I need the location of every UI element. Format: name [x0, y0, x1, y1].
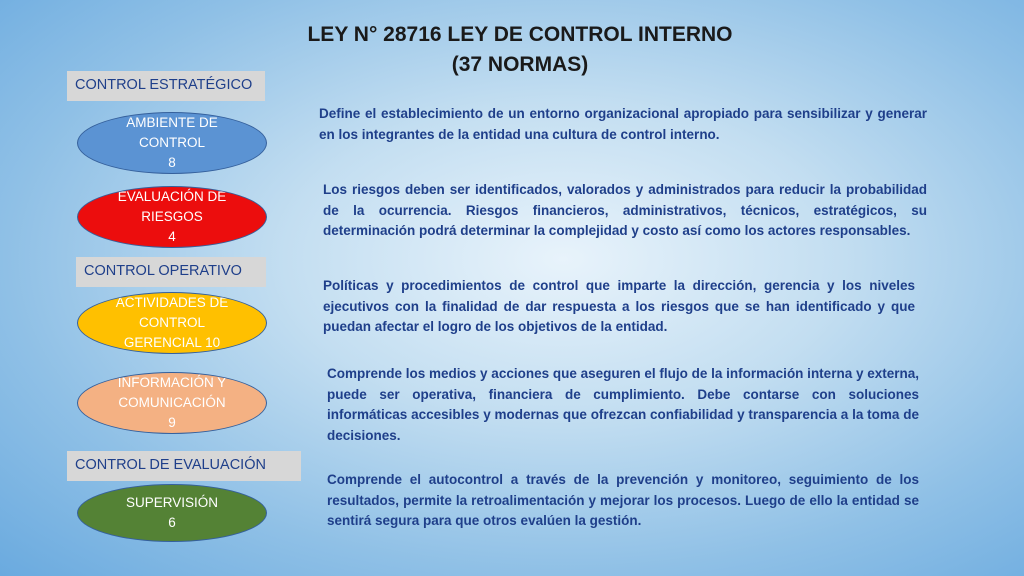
- component-evaluacion-de-riesgos: [77, 186, 267, 248]
- slide-title-line-1: LEY N° 28716 LEY DE CONTROL INTERNO: [307, 23, 733, 46]
- component-norm-count: 6: [168, 515, 176, 530]
- description-supervision: Comprende el autocontrol a través de la prevención y monitoreo, seguimiento de los resultados, permite la retroalimentación y mejorar los procesos. Luego de ello la entidad se sentirá segura para que otros evalúen la gestión.: [327, 472, 919, 528]
- component-norm-count: 9: [168, 415, 176, 430]
- slide-title-line-2: (37 NORMAS): [451, 53, 589, 76]
- component-label-line: SUPERVISIÓN: [125, 495, 219, 510]
- description-evaluacion-de-riesgos: Los riesgos deben ser identificados, valorados y administrados para reducir la probabilidad de la ocurrencia. Riesgos financieros, administrativos, técnicos, estratégicos, su determinación podrá determinar la complejidad y costo así como los actores responsables.: [323, 182, 927, 238]
- component-supervision: [77, 484, 267, 542]
- slide-title: [220, 20, 820, 80]
- component-label-line: AMBIENTE DE: [126, 115, 218, 130]
- component-label-line: ACTIVIDADES DE: [115, 295, 229, 310]
- component-informacion-y-comunicacion: [77, 372, 267, 434]
- description-informacion-y-comunicacion: Comprende los medios y acciones que aseguren el flujo de la información interna y externa, puede ser operativa, financiera de cumplimiento. Debe contarse con soluciones informáticas accesibles y modernas que ofrezcan confiabilidad y transparencia a la toma de decisiones.: [327, 366, 919, 443]
- component-norm-count: 8: [168, 155, 176, 170]
- component-label-line: INFORMACIÓN Y: [117, 375, 227, 390]
- component-norm-count: 4: [168, 229, 176, 244]
- description-ambiente-de-control: Define el establecimiento de un entorno organizacional apropiado para sensibilizar y generar en los integrantes de la entidad una cultura de control interno.: [319, 106, 927, 142]
- component-label-line: COMUNICACIÓN: [118, 395, 226, 410]
- section-control-estrategico: CONTROL ESTRATÉGICO: [67, 71, 265, 101]
- component-label-line: RIESGOS: [141, 209, 203, 224]
- component-actividades-de-control: [77, 292, 267, 354]
- section-control-operativo: CONTROL OPERATIVO: [76, 257, 266, 287]
- component-label-line: GERENCIAL 10: [123, 335, 221, 350]
- component-label-line: CONTROL: [138, 315, 205, 330]
- description-actividades-de-control: Políticas y procedimientos de control que imparte la dirección, gerencia y los niveles ejecutivos con la finalidad de dar respuesta a los riesgos que se han identificado y que puedan afectar el logro de los objetivos de la entidad.: [323, 278, 915, 334]
- component-label-line: CONTROL: [138, 135, 205, 150]
- component-label-line: EVALUACIÓN DE: [117, 189, 227, 204]
- component-ambiente-de-control: [77, 112, 267, 174]
- section-control-evaluacion: CONTROL DE EVALUACIÓN: [67, 451, 301, 481]
